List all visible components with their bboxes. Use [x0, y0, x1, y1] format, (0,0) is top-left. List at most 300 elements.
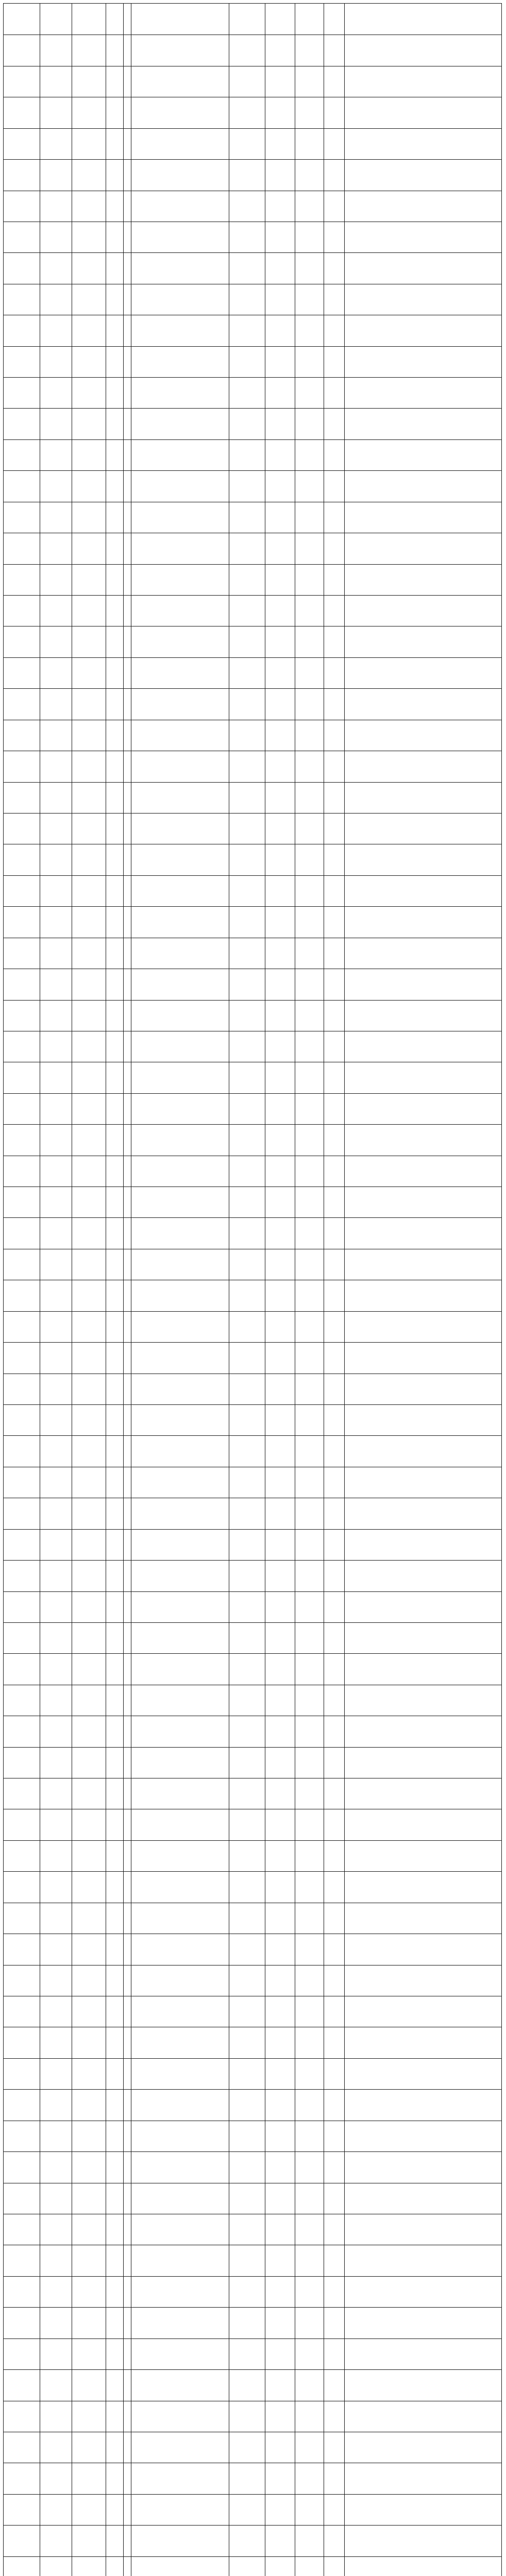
table-cell — [40, 2495, 72, 2525]
table-cell — [265, 2526, 295, 2556]
table-cell — [265, 1062, 295, 1093]
table-row — [4, 66, 501, 97]
table-cell — [295, 1934, 324, 1964]
table-cell — [324, 1249, 344, 1280]
table-row — [4, 35, 501, 65]
table-cell — [106, 720, 123, 751]
table-cell — [295, 2401, 324, 2432]
table-cell — [344, 1498, 501, 1529]
table-cell — [344, 191, 501, 222]
table-cell — [123, 1809, 130, 1840]
table-cell — [265, 2214, 295, 2245]
table-cell — [324, 4, 344, 35]
table-cell — [40, 938, 72, 969]
table-cell — [265, 533, 295, 564]
table-cell — [72, 2401, 106, 2432]
table-cell — [131, 751, 229, 782]
table-cell — [72, 565, 106, 595]
table-cell — [4, 2152, 40, 2182]
table-cell — [324, 97, 344, 128]
table-cell — [131, 844, 229, 875]
table-cell — [229, 347, 265, 377]
table-cell — [40, 409, 72, 439]
table-row — [4, 1685, 501, 1716]
table-cell — [131, 814, 229, 844]
table-cell — [265, 315, 295, 346]
table-cell — [4, 1841, 40, 1871]
table-cell — [229, 533, 265, 564]
table-cell — [72, 97, 106, 128]
table-cell — [324, 35, 344, 65]
table-cell — [324, 2401, 344, 2432]
table-cell — [40, 1654, 72, 1684]
table-cell — [40, 4, 72, 35]
table-row — [4, 1809, 501, 1840]
table-cell — [72, 2059, 106, 2089]
table-cell — [295, 1405, 324, 1435]
table-cell — [4, 658, 40, 688]
table-cell — [131, 596, 229, 626]
table-row — [4, 408, 501, 439]
table-cell — [106, 284, 123, 315]
table-cell — [295, 1218, 324, 1248]
table-cell — [131, 160, 229, 190]
table-cell — [265, 97, 295, 128]
table-cell — [106, 502, 123, 533]
table-cell — [106, 907, 123, 937]
table-cell — [344, 565, 501, 595]
table-cell — [344, 1001, 501, 1031]
table-cell — [40, 1530, 72, 1560]
table-cell — [40, 751, 72, 782]
table-cell — [106, 2339, 123, 2369]
table-cell — [123, 1156, 130, 1187]
table-row — [4, 2027, 501, 2058]
table-cell — [123, 720, 130, 751]
table-cell — [324, 129, 344, 159]
table-cell — [72, 160, 106, 190]
table-cell — [131, 1156, 229, 1187]
table-cell — [324, 222, 344, 252]
table-cell — [229, 2059, 265, 2089]
table-cell — [229, 1187, 265, 1217]
table-cell — [344, 658, 501, 688]
table-row — [4, 502, 501, 533]
table-cell — [123, 1374, 130, 1404]
table-cell — [344, 2557, 501, 2576]
table-cell — [72, 1872, 106, 1902]
table-cell — [295, 409, 324, 439]
table-cell — [106, 440, 123, 470]
table-cell — [131, 35, 229, 65]
table-cell — [229, 1498, 265, 1529]
table-cell — [295, 1530, 324, 1560]
table-cell — [229, 969, 265, 999]
table-cell — [229, 1965, 265, 1996]
table-cell — [295, 440, 324, 470]
table-cell — [265, 720, 295, 751]
table-cell — [295, 1467, 324, 1498]
table-cell — [4, 1903, 40, 1934]
table-cell — [324, 2277, 344, 2307]
table-cell — [40, 1903, 72, 1934]
table-cell — [229, 378, 265, 408]
table-row — [4, 1093, 501, 1124]
table-cell — [40, 1467, 72, 1498]
table-cell — [4, 2463, 40, 2494]
table-cell — [229, 1592, 265, 1622]
table-cell — [106, 1374, 123, 1404]
table-cell — [72, 1654, 106, 1684]
table-cell — [324, 751, 344, 782]
table-cell — [123, 1530, 130, 1560]
table-cell — [4, 876, 40, 906]
table-cell — [72, 969, 106, 999]
table-cell — [295, 1156, 324, 1187]
table-cell — [131, 969, 229, 999]
table-cell — [295, 1965, 324, 1996]
table-cell — [324, 1872, 344, 1902]
table-cell — [106, 2432, 123, 2463]
table-cell — [229, 440, 265, 470]
table-cell — [72, 409, 106, 439]
table-cell — [324, 1374, 344, 1404]
table-cell — [295, 1685, 324, 1716]
table-cell — [72, 658, 106, 688]
table-cell — [131, 876, 229, 906]
table-cell — [344, 1965, 501, 1996]
table-cell — [4, 2183, 40, 2214]
table-cell — [4, 2495, 40, 2525]
table-cell — [344, 876, 501, 906]
table-cell — [229, 2308, 265, 2338]
table-cell — [324, 814, 344, 844]
table-cell — [106, 4, 123, 35]
table-cell — [4, 2214, 40, 2245]
table-cell — [344, 1062, 501, 1093]
table-cell — [344, 35, 501, 65]
table-cell — [40, 658, 72, 688]
table-cell — [265, 1623, 295, 1653]
table-cell — [344, 844, 501, 875]
table-cell — [324, 2432, 344, 2463]
table-row — [4, 1498, 501, 1529]
table-cell — [4, 1809, 40, 1840]
table-cell — [4, 1062, 40, 1093]
table-cell — [295, 2152, 324, 2182]
table-cell — [4, 2027, 40, 2058]
table-cell — [295, 1031, 324, 1062]
table-cell — [123, 2370, 130, 2400]
table-cell — [4, 626, 40, 657]
table-cell — [123, 1343, 130, 1373]
table-cell — [40, 1187, 72, 1217]
table-row — [4, 1031, 501, 1062]
table-cell — [324, 1156, 344, 1187]
table-row — [4, 439, 501, 470]
table-cell — [344, 315, 501, 346]
table-cell — [229, 1748, 265, 1778]
table-cell — [106, 2183, 123, 2214]
table-cell — [106, 129, 123, 159]
table-cell — [123, 1498, 130, 1529]
table-cell — [229, 1716, 265, 1747]
table-cell — [324, 1187, 344, 1217]
table-cell — [295, 1748, 324, 1778]
table-cell — [265, 1685, 295, 1716]
table-cell — [40, 1249, 72, 1280]
table-cell — [106, 2059, 123, 2089]
table-cell — [265, 4, 295, 35]
table-cell — [123, 844, 130, 875]
table-cell — [106, 378, 123, 408]
table-cell — [131, 1561, 229, 1591]
table-cell — [40, 1996, 72, 2027]
table-cell — [344, 284, 501, 315]
table-cell — [229, 66, 265, 97]
table-cell — [131, 1467, 229, 1498]
table-cell — [4, 191, 40, 222]
table-cell — [295, 2245, 324, 2276]
table-cell — [4, 1748, 40, 1778]
table-cell — [344, 4, 501, 35]
table-cell — [40, 1031, 72, 1062]
table-cell — [324, 471, 344, 501]
table-cell — [324, 1436, 344, 1466]
table-cell — [265, 1530, 295, 1560]
table-cell — [295, 2308, 324, 2338]
table-cell — [40, 1062, 72, 1093]
table-cell — [4, 751, 40, 782]
table-cell — [72, 1561, 106, 1591]
table-cell — [123, 409, 130, 439]
table-cell — [40, 1748, 72, 1778]
table-cell — [265, 1809, 295, 1840]
table-cell — [40, 1405, 72, 1435]
table-cell — [344, 2214, 501, 2245]
table-cell — [229, 2401, 265, 2432]
table-cell — [106, 35, 123, 65]
table-cell — [106, 191, 123, 222]
table-cell — [324, 440, 344, 470]
table-cell — [229, 596, 265, 626]
table-cell — [72, 1965, 106, 1996]
table-cell — [344, 1623, 501, 1653]
table-cell — [4, 1561, 40, 1591]
table-cell — [344, 2277, 501, 2307]
table-cell — [324, 2090, 344, 2120]
table-cell — [295, 2059, 324, 2089]
table-cell — [324, 1125, 344, 1155]
table-cell — [72, 440, 106, 470]
table-cell — [131, 378, 229, 408]
table-cell — [265, 1592, 295, 1622]
table-cell — [4, 844, 40, 875]
table-row — [4, 875, 501, 906]
table-cell — [40, 2059, 72, 2089]
table-cell — [295, 938, 324, 969]
table-row — [4, 4, 501, 35]
table-cell — [324, 160, 344, 190]
table-cell — [123, 2308, 130, 2338]
table-row — [4, 782, 501, 813]
table-cell — [344, 1841, 501, 1871]
table-cell — [123, 2090, 130, 2120]
table-cell — [324, 1996, 344, 2027]
table-cell — [106, 1623, 123, 1653]
table-cell — [72, 1187, 106, 1217]
table-cell — [324, 1748, 344, 1778]
table-row — [4, 470, 501, 501]
table-cell — [295, 844, 324, 875]
table-cell — [265, 2401, 295, 2432]
table-cell — [106, 876, 123, 906]
table-cell — [295, 2183, 324, 2214]
table-cell — [265, 2090, 295, 2120]
table-cell — [295, 315, 324, 346]
table-row — [4, 564, 501, 595]
table-cell — [229, 1436, 265, 1466]
table-row — [4, 1591, 501, 1622]
table-cell — [106, 2214, 123, 2245]
table-cell — [131, 2152, 229, 2182]
table-cell — [72, 4, 106, 35]
table-cell — [131, 565, 229, 595]
table-cell — [295, 751, 324, 782]
table-cell — [265, 440, 295, 470]
table-row — [4, 751, 501, 782]
table-cell — [123, 2152, 130, 2182]
table-cell — [344, 2245, 501, 2276]
table-row — [4, 1903, 501, 1934]
table-cell — [4, 1872, 40, 1902]
table-cell — [344, 2121, 501, 2151]
table-cell — [40, 2245, 72, 2276]
table-cell — [72, 1498, 106, 1529]
table-cell — [123, 2214, 130, 2245]
table-cell — [229, 2495, 265, 2525]
table-cell — [295, 347, 324, 377]
table-cell — [123, 689, 130, 719]
table-cell — [106, 160, 123, 190]
table-cell — [265, 253, 295, 283]
table-cell — [324, 1561, 344, 1591]
table-cell — [106, 1809, 123, 1840]
table-row — [4, 191, 501, 222]
table-cell — [229, 1467, 265, 1498]
table-cell — [40, 720, 72, 751]
table-cell — [123, 160, 130, 190]
table-cell — [123, 2401, 130, 2432]
table-cell — [123, 1778, 130, 1809]
table-cell — [344, 2308, 501, 2338]
table-cell — [265, 191, 295, 222]
table-cell — [295, 502, 324, 533]
table-cell — [106, 1872, 123, 1902]
table-cell — [4, 1965, 40, 1996]
table-cell — [4, 2090, 40, 2120]
table-cell — [265, 2121, 295, 2151]
table-cell — [324, 689, 344, 719]
table-row — [4, 1311, 501, 1342]
table-cell — [324, 596, 344, 626]
table-cell — [131, 907, 229, 937]
table-cell — [106, 565, 123, 595]
table-cell — [106, 658, 123, 688]
table-cell — [123, 2277, 130, 2307]
table-cell — [265, 1125, 295, 1155]
table-cell — [131, 1249, 229, 1280]
table-cell — [344, 1778, 501, 1809]
table-cell — [123, 1187, 130, 1217]
table-cell — [131, 1623, 229, 1653]
table-cell — [295, 4, 324, 35]
table-cell — [123, 1748, 130, 1778]
table-cell — [324, 2027, 344, 2058]
table-cell — [123, 378, 130, 408]
table-cell — [131, 1748, 229, 1778]
table-cell — [123, 97, 130, 128]
table-cell — [265, 814, 295, 844]
table-cell — [265, 1374, 295, 1404]
table-cell — [106, 533, 123, 564]
table-cell — [106, 2557, 123, 2576]
table-cell — [229, 315, 265, 346]
table-cell — [265, 2557, 295, 2576]
table-cell — [229, 2463, 265, 2494]
table-cell — [106, 1903, 123, 1934]
table-cell — [40, 689, 72, 719]
table-cell — [72, 1374, 106, 1404]
table-cell — [72, 1436, 106, 1466]
table-row — [4, 128, 501, 159]
table-cell — [344, 720, 501, 751]
table-cell — [72, 378, 106, 408]
table-cell — [123, 1249, 130, 1280]
table-cell — [265, 1094, 295, 1124]
table-row — [4, 720, 501, 751]
table-cell — [4, 938, 40, 969]
table-cell — [344, 1436, 501, 1466]
table-cell — [40, 1561, 72, 1591]
table-cell — [40, 253, 72, 283]
table-cell — [265, 35, 295, 65]
table-cell — [72, 1343, 106, 1373]
table-cell — [106, 315, 123, 346]
table-cell — [40, 814, 72, 844]
table-cell — [40, 2152, 72, 2182]
table-cell — [131, 626, 229, 657]
table-cell — [123, 471, 130, 501]
table-cell — [131, 1872, 229, 1902]
table-cell — [295, 1187, 324, 1217]
table-cell — [344, 1156, 501, 1187]
table-cell — [4, 1374, 40, 1404]
table-cell — [72, 129, 106, 159]
table-cell — [324, 626, 344, 657]
table-cell — [131, 1280, 229, 1311]
table-cell — [229, 35, 265, 65]
table-cell — [295, 2557, 324, 2576]
table-cell — [106, 1996, 123, 2027]
table-cell — [344, 1872, 501, 1902]
table-cell — [265, 1561, 295, 1591]
table-cell — [72, 596, 106, 626]
table-cell — [72, 222, 106, 252]
table-cell — [295, 689, 324, 719]
table-cell — [72, 2370, 106, 2400]
table-cell — [106, 1467, 123, 1498]
